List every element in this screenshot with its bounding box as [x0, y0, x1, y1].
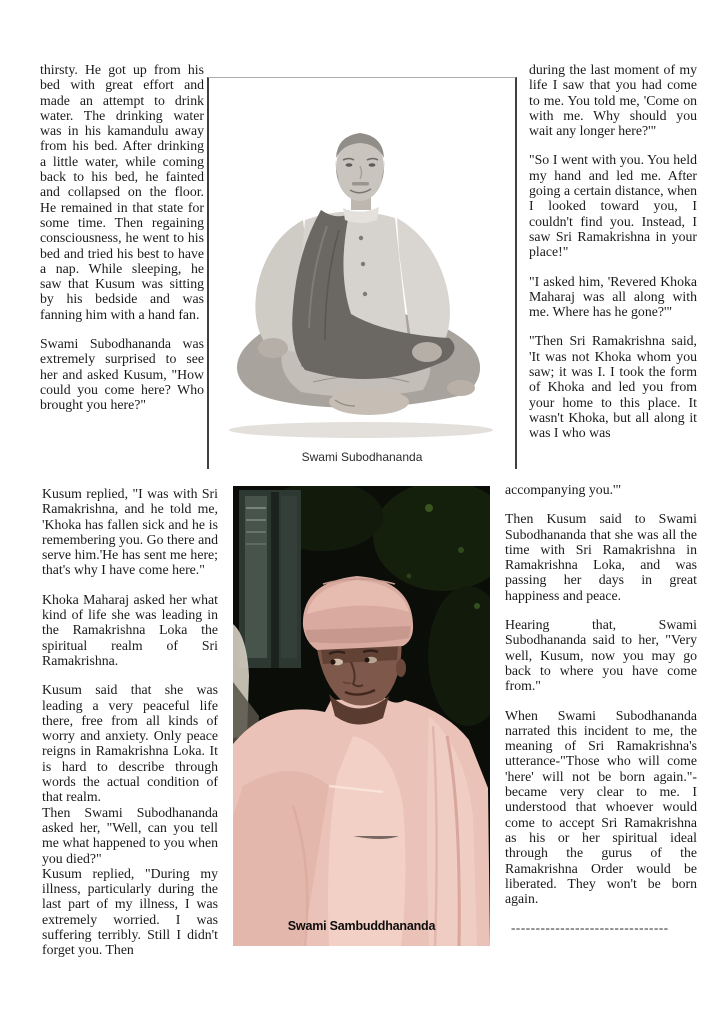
paragraph: "Then Sri Ramakrishna said, 'It was not Khoka whom you saw; it was I. I took the form of Khoka and led you from your home to this place. It wasn't Khoka, but all along it was I who was [529, 333, 697, 441]
paragraph: Kusum said that she was leading a very peaceful life there, free from all kinds of worry and anxiety. Only peace reigns in Ramakrishna Loka. It is hard to describe through words the actual condition of that realm. [42, 682, 218, 805]
paragraph: Khoka Maharaj asked her what kind of life she was leading in the Ramakrishna Loka the spiritual realm of Sri Ramakrishna. [42, 591, 218, 668]
photo-artwork [233, 486, 490, 946]
swami-sambuddhananda-photo [233, 486, 490, 946]
photo-label: Swami Sambuddhananda [287, 919, 436, 933]
paragraph: Then Kusum said to Swami Subodhananda that she was all the time with Sri Ramakrishna in Ramakrishna Loka, and was passing her days in great happiness and peace. [505, 511, 697, 603]
section-separator: -------------------------------- [511, 920, 669, 936]
paragraph: "So I went with you. You held my hand and led me. After going a certain distance, when I looked toward you, I couldn't find you. Instead, I saw Sri Ramakrishna in your place!" [529, 152, 697, 260]
paragraph: "I asked him, 'Revered Khoka Maharaj was all along with me. Where has he gone?'" [529, 273, 697, 320]
left-column-bottom [42, 486, 218, 972]
framed-figure [207, 77, 517, 469]
figure-caption: Swami Subodhananda [301, 450, 423, 464]
paragraph: Swami Subodhananda was extremely surprised to see her and asked Kusum, "How could you come here? Who brought you here?" [40, 336, 204, 413]
right-column-bottom-paragraphs [505, 482, 697, 906]
paragraph: Hearing that, Swami Subodhananda said to her, "Very well, Kusum, now you may go back to where you have come from." [505, 617, 697, 694]
paragraph: accompanying you.'" [505, 482, 622, 497]
paragraph: Kusum replied, "During my illness, particularly during the last part of my illness, I was extremely worried. I was suffering terribly. Still I didn't forget you. Then [42, 865, 218, 958]
paragraph: during the last moment of my life I saw that you had come to me. You told me, 'Come on with me. Why should you wait any longer here?'" [529, 62, 697, 139]
paragraph: Then Swami Subodhananda asked her, "Well, can you tell me what happened to you when you died?" [42, 804, 218, 866]
right-column-bottom [505, 482, 697, 936]
paragraph: Kusum replied, "I was with Sri Ramakrishna, and he told me, 'Khoka has fallen sick and he is remembering you. Go there and serve him.'He has sent me here; that's why I have come here." [42, 486, 218, 578]
right-column-top [529, 62, 697, 455]
paragraph: When Swami Subodhananda narrated this incident to me, the meaning of Sri Ramakrishna's utterance-"Those who will come 'here' will not be born again."- became very clear to me. I understood that whoever would come to accept Sri Ramakrishna as his or her spiritual ideal through the gurus of the Ramakrishna Order would be liberated. They won't be born again. [505, 707, 697, 907]
paragraph: thirsty. He got up from his bed with great effort and made an attempt to drink water. The drinking water was in his kamandulu away from his bed. After drinking a little water, while coming back to his bed, he fainted and collapsed on the floor. He remained in that state for some time. Then regaining consciousness, he went to his bed and tried his best to have a nap. While sleeping, he saw that Kusum was sitting by his bedside and was fanning him with a hand fan. [40, 62, 204, 322]
swami-subodhananda-photo [209, 102, 515, 442]
left-column-top [40, 62, 204, 427]
